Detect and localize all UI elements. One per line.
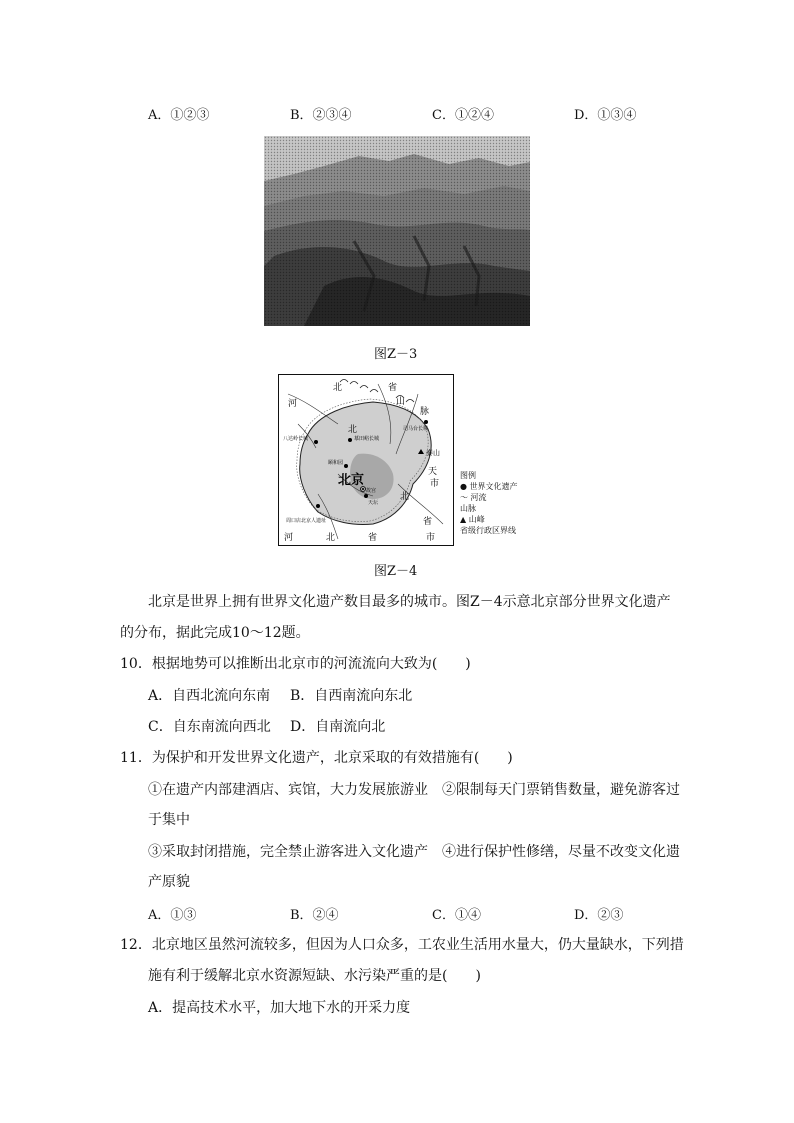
q11-option-b: B．②④ [290,908,339,923]
figure3-caption: 图Z－3 [374,347,418,362]
legend-title: 图例 [460,471,476,480]
q9-option-c: C．①②④ [432,108,494,123]
q9-option-a: A．①②③ [148,108,210,123]
heritage-site-dot [344,464,348,468]
intro-line-1: 北京是世界上拥有世界文化遗产数目最多的城市。图Z－4示意北京部分世界文化遗产 [148,594,671,610]
q12-stem-line-2: 施有利于缓解北京水资源短缺、水污染严重的是( ) [148,968,481,984]
q11-line-1: ①在遗产内部建酒店、宾馆，大力发展旅游业 ②限制每天门票销售数量，避免游客过 [148,782,680,798]
map-label-sheng-bottom: 省 [368,533,378,543]
legend-item-heritage: ● 世界文化遗产 [460,482,518,491]
legend-item-mountain-range: 山脉 [460,504,476,513]
mountain-photo [264,136,530,326]
map-label-sheng-right: 省 [423,517,433,527]
q9-option-b: B．②③④ [290,108,352,123]
map-label-site3: 司马台长城 [403,426,429,432]
q10-option-a: A．自西北流向东南 [148,688,271,704]
map-label-shi-bottom: 市 [426,533,436,543]
map-label-mai: 脉 [420,407,430,417]
q11-option-d: D．②③ [574,908,624,923]
map-label-shi: 市 [430,479,440,489]
q12-stem-line-1: 12．北京地区虽然河流较多，但因为人口众多，工农业生活用水量大，仍大量缺水，下列措 [120,937,684,953]
map-label-bei-right: 北 [400,492,410,502]
map-label-site6: 天坛 [368,500,379,506]
figure4-caption: 图Z－4 [374,564,418,579]
map-label-he-bottom: 河 [284,533,294,543]
q10-stem: 10．根据地势可以推断出北京市的河流流向大致为( ) [120,656,471,672]
heritage-site-dot [362,488,364,490]
q11-line-4: 产原貌 [148,874,190,890]
map-label-site5: 故宫 [366,488,377,494]
map-label-site1: 八达岭长城 [283,436,309,442]
q10-option-c: C．自东南流向西北 [148,719,271,735]
map-label-bei-top: 北 [333,383,343,393]
q11-option-c: C．①④ [432,908,481,923]
q12-option-a: A．提高技术水平，加大地下水的开采力度 [148,1000,411,1016]
q9-option-d: D．①③④ [574,108,637,123]
beijing-heritage-map [278,374,454,546]
legend-item-boundary: 省级行政区界线 [460,526,516,535]
intro-line-2: 的分布，据此完成10～12题。 [120,625,310,641]
heritage-site-dot [364,494,368,498]
map-label-sheng-top: 省 [388,383,398,393]
q11-stem: 11．为保护和开发世界文化遗产，北京采取的有效措施有( ) [120,750,513,766]
map-label-bei-inner: 北 [348,425,358,435]
map-label-site4: 颐和园 [328,460,344,466]
q11-line-2: 于集中 [148,812,190,828]
q10-option-d: D．自南流向北 [290,719,386,735]
map-legend [460,470,518,536]
legend-item-peak: ▲ 山峰 [460,515,485,524]
q11-line-3: ③采取封闭措施，完全禁止游客进入文化遗产 ④进行保护性修缮，尽量不改变文化遗 [148,844,680,860]
map-label-site7: 周口店北京人遗址 [286,518,327,524]
legend-item-river: 〜 河流 [460,493,487,502]
map-label-shan: 山 [396,397,406,407]
map-label-beijing: 北京 [338,473,365,488]
heritage-site-dot [314,440,318,444]
heritage-site-dot [424,420,428,424]
q11-option-a: A．①③ [148,908,197,923]
map-label-peak: 泰山 [426,449,440,457]
heritage-site-dot [348,438,352,442]
map-label-site2: 慕田峪长城 [354,436,380,442]
map-label-tian: 天 [428,467,438,477]
q10-option-b: B．自西南流向东北 [290,688,413,704]
map-label-he-left: 河 [288,399,298,409]
heritage-site-dot [316,504,320,508]
map-label-bei-bottom: 北 [326,533,336,543]
